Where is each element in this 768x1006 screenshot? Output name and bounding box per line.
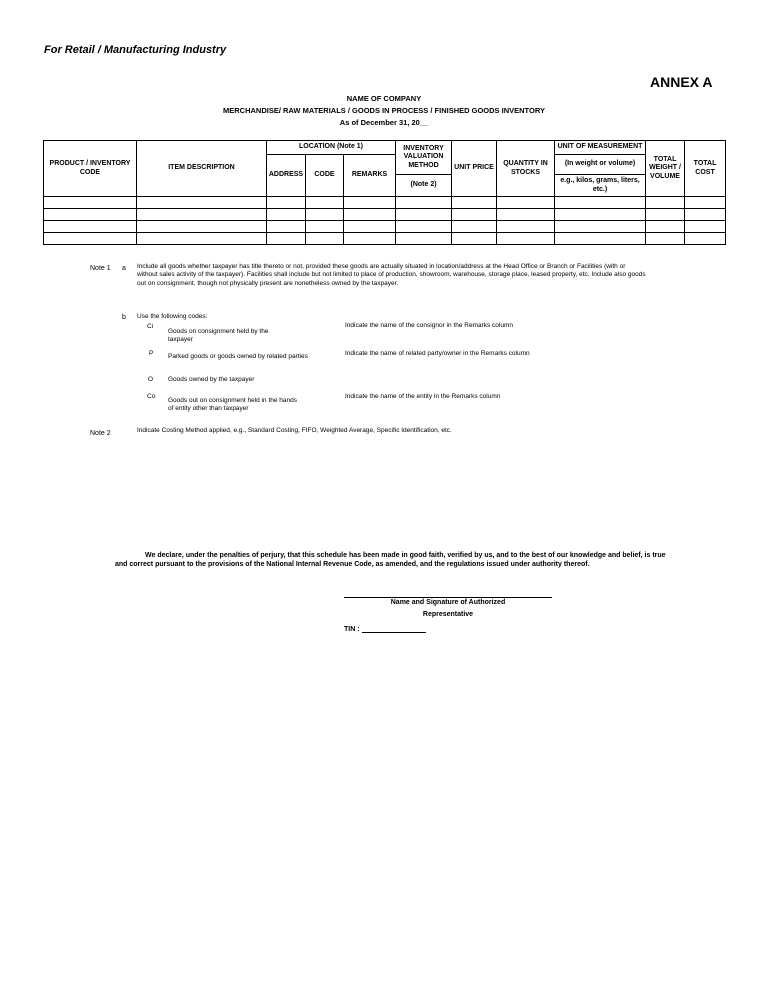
col-product-code: PRODUCT / INVENTORY CODE (44, 141, 137, 197)
code-p-instr: Indicate the name of related party/owner in the Remarks column (345, 350, 530, 357)
tin-field[interactable] (344, 624, 426, 633)
code-o: O (148, 376, 154, 383)
note1b-letter: b (122, 314, 126, 321)
col-address: ADDRESS (267, 155, 306, 197)
table-row (44, 209, 726, 221)
table-row (44, 221, 726, 233)
note2-text: Indicate Costing Method applied, e.g., Standard Costing, FIFO, Weighted Average, Specific Identification, etc. (137, 427, 452, 434)
code-co: Co (147, 393, 156, 400)
code-o-desc: Goods owned by the taxpayer (168, 376, 255, 383)
code-ci-instr: Indicate the name of the consignor in the Remarks column (345, 322, 514, 329)
col-uom-sub: (In weight or volume) (555, 155, 646, 175)
signature-line (344, 597, 552, 598)
note1b-intro: Use the following codes: (137, 313, 208, 320)
col-item-description: ITEM DESCRIPTION (137, 141, 267, 197)
col-uom-example: e.g., kilos, grams, liters, etc.) (555, 175, 646, 197)
code-co-desc: Goods out on consignment held in the hands of entity other than taxpayer (168, 397, 298, 413)
inventory-table (43, 140, 726, 245)
code-ci-desc: Goods on consignment held by the taxpayer (168, 328, 269, 344)
declaration-body: We declare, under the penalties of perjury, that this schedule has been made in good faith, verified by us, and to the best of our knowledge and belief, is true and correct pursuant to the provisions of the National Internal Revenue Code, as amended, and the regulations issued under authority thereof. (115, 552, 666, 569)
col-total-cost: TOTAL COST (685, 141, 726, 197)
col-total-weight: TOTAL WEIGHT / VOLUME (646, 141, 685, 197)
tin-input-line[interactable] (362, 624, 426, 633)
col-code: CODE (306, 155, 344, 197)
code-p: P (149, 350, 154, 357)
col-valuation-note: (Note 2) (396, 175, 452, 197)
annex-title: ANNEX A (650, 74, 713, 90)
col-valuation-method: INVENTORY VALUATION METHOD (396, 141, 452, 175)
code-ci: Ci (147, 323, 154, 330)
code-p-desc: Parked goods or goods owned by related parties (168, 353, 308, 360)
note2-label: Note 2 (90, 430, 111, 437)
col-uom: UNIT OF MEASUREMENT (555, 141, 646, 155)
col-unit-price: UNIT PRICE (452, 141, 497, 197)
as-of-date: As of December 31, 20__ (339, 118, 429, 127)
industry-label: For Retail / Manufacturing Industry (44, 44, 227, 56)
schedule-title: MERCHANDISE/ RAW MATERIALS / GOODS IN PROCESS / FINISHED GOODS INVENTORY (223, 106, 545, 115)
col-quantity: QUANTITY IN STOCKS (497, 141, 555, 197)
note1a-text: Include all goods whether taxpayer has title thereto or not, provided these goods are actually situated in location/address at the Head Office or Branch or Facilities (with or without sales activity of the taxpayer). Facilities shall include but not limited to place of production, showroom, warehouse, storage place, leased property, etc. Include also goods out on consignment, though not physically present are nonetheless owned by the taxpayer. (137, 263, 646, 287)
tin-label: TIN : (344, 626, 360, 633)
note1-label: Note 1 (90, 265, 111, 272)
signature-label-2: Representative (422, 611, 474, 618)
declaration-text (115, 551, 675, 570)
note1a-letter: a (122, 265, 126, 272)
code-co-instr: Indicate the name of the entity in the Remarks column (345, 393, 501, 400)
col-location: LOCATION (Note 1) (267, 141, 396, 155)
table-row (44, 233, 726, 245)
signature-label: Name and Signature of Authorized (390, 599, 506, 606)
company-name: NAME OF COMPANY (346, 94, 422, 103)
col-remarks: REMARKS (344, 155, 396, 197)
table-row (44, 197, 726, 209)
